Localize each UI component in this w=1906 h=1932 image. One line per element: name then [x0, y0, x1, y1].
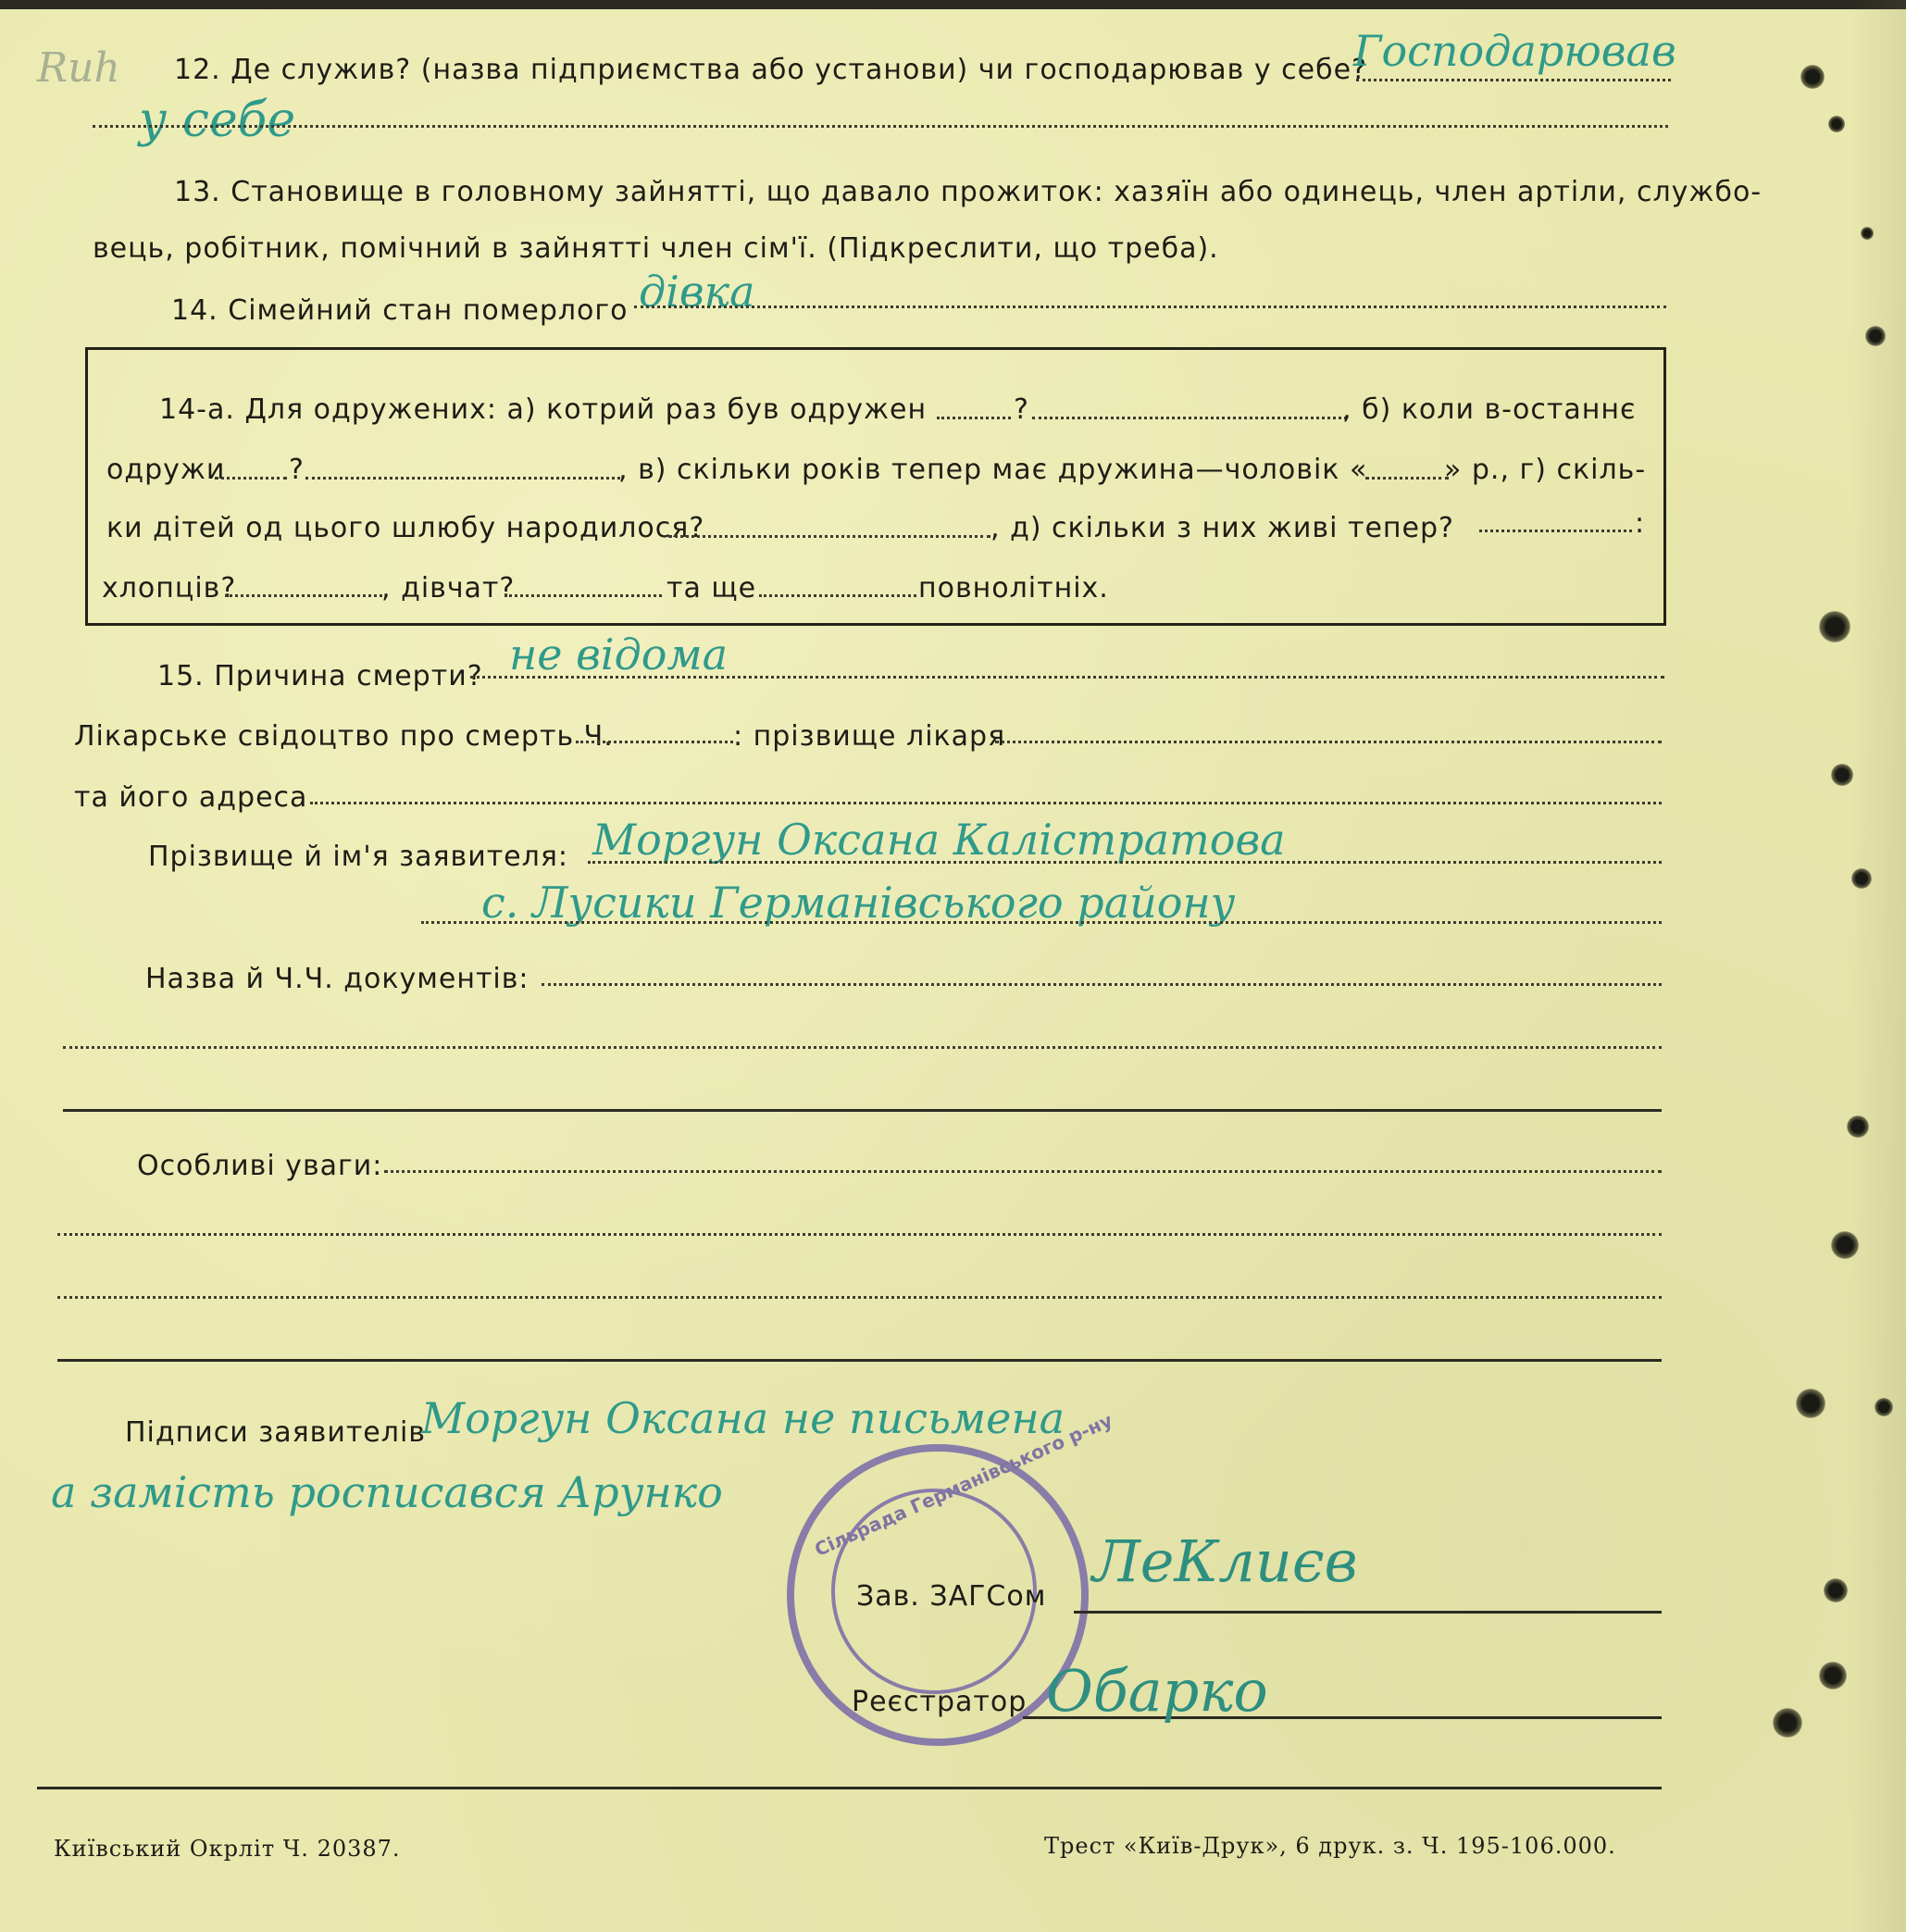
- q13-line1: 13. Становище в головному зайнятті, що давало прожиток: хазяїн або одинець, член артіли, службо-: [174, 176, 1763, 208]
- box-line3c: :: [1635, 507, 1646, 540]
- applicant-name-answer: Моргун Оксана Калістратова: [592, 815, 1286, 865]
- q15-label: 15. Причина смерти?: [157, 660, 483, 692]
- box-field-children-alive: [1479, 530, 1632, 532]
- binding-hole-icon: [1831, 764, 1853, 786]
- box-line2d: » р., г) скіль-: [1444, 454, 1647, 486]
- scan-right-edge: [1850, 0, 1906, 1932]
- binding-hole-icon: [1865, 326, 1886, 346]
- q12-answer-line: [1356, 79, 1671, 81]
- margin-note: Ruh: [37, 44, 120, 92]
- footer-right: Трест «Київ-Друк», 6 друк. з. Ч. 195-106.000.: [1044, 1833, 1616, 1859]
- q14-answer: дівка: [639, 267, 755, 317]
- applicant-address-field: [421, 921, 1662, 924]
- q14-answer-line: [634, 305, 1666, 308]
- q15-answer-line: [470, 676, 1664, 679]
- q12-answer: Господарював: [1353, 26, 1676, 76]
- married-info-box: [85, 347, 1666, 626]
- remarks-field: [384, 1170, 1662, 1173]
- signatures-answer-cont: а замість росписався Арунко: [51, 1467, 723, 1517]
- signatures-label: Підписи заявителів: [125, 1416, 426, 1449]
- box-line4b: , дівчат?: [381, 572, 516, 605]
- binding-hole-icon: [1819, 1662, 1847, 1689]
- remarks-label: Особливі уваги:: [137, 1150, 383, 1182]
- box-field-girls: [505, 594, 662, 597]
- stamp-text: Сільрада Германівського р-ну: [811, 1408, 1116, 1562]
- signatures-answer: Моргун Оксана не письмена: [421, 1393, 1065, 1443]
- registrar-label: Реєстратор: [852, 1686, 1028, 1718]
- section-divider: [57, 1359, 1662, 1362]
- box-field-marriage-count-2: [1032, 417, 1347, 419]
- box-line4a: хлопців?: [102, 572, 237, 605]
- head-signature: ЛеКлиєв: [1092, 1527, 1358, 1595]
- box-line2c: , в) скільки років тепер має дружина—чоловік «: [618, 454, 1368, 486]
- box-line2b: ?: [289, 454, 305, 486]
- documents-field-2: [63, 1046, 1662, 1049]
- applicant-address-answer: с. Лусики Германівського району: [481, 878, 1236, 928]
- footer-divider: [37, 1787, 1662, 1789]
- applicant-name-field: [588, 861, 1662, 864]
- box-field-marriage-count: [937, 417, 1011, 419]
- box-line2a: одружи: [106, 454, 226, 486]
- box-line1c: , б) коли в-останнє: [1342, 393, 1637, 426]
- binding-hole-icon: [1847, 1116, 1869, 1138]
- documents-field: [542, 983, 1662, 986]
- doctor-address-field: [310, 802, 1662, 804]
- remarks-field-2: [57, 1233, 1662, 1236]
- q13-line2: вець, робітник, помічний в зайнятті член сім'ї. (Підкреслити, що треба).: [93, 232, 1219, 265]
- binding-hole-icon: [1824, 1578, 1848, 1602]
- remarks-field-3: [57, 1296, 1662, 1299]
- binding-hole-icon: [1796, 1389, 1825, 1418]
- box-line4c: та ще: [666, 572, 757, 605]
- medical-cert-label: Лікарське свідоцтво про смерть Ч.: [74, 720, 614, 753]
- binding-hole-icon: [1875, 1398, 1893, 1416]
- box-line4d: повнолітніх.: [918, 572, 1109, 605]
- q12-answer-line-2: [93, 125, 1668, 128]
- binding-hole-icon: [1851, 868, 1872, 889]
- head-of-registry-label: Зав. ЗАГСом: [856, 1580, 1047, 1613]
- head-signature-line: [1074, 1611, 1662, 1614]
- doctor-address-label: та його адреса: [74, 781, 308, 814]
- box-field-last-marriage-2: [305, 477, 620, 480]
- binding-hole-icon: [1828, 116, 1845, 132]
- box-line3b: , д) скільки з них живі тепер?: [990, 512, 1454, 544]
- doctor-name-field: [995, 741, 1662, 743]
- box-field-boys: [225, 594, 382, 597]
- registrar-signature: Обарко: [1046, 1657, 1268, 1725]
- scan-top-edge: [0, 0, 1906, 9]
- box-field-adults: [759, 594, 916, 597]
- section-divider: [63, 1109, 1662, 1112]
- q14-label: 14. Сімейний стан померлого: [171, 294, 629, 327]
- q12-answer-cont: у себе: [139, 93, 296, 148]
- box-field-children-born: [668, 535, 990, 538]
- box-line1a: 14-а. Для одружених: а) котрий раз був одружен: [159, 393, 928, 426]
- box-field-last-marriage: [215, 477, 287, 480]
- medical-cert-number-field: [576, 741, 733, 743]
- binding-hole-icon: [1819, 611, 1850, 642]
- binding-hole-icon: [1773, 1708, 1802, 1738]
- applicant-name-label: Прізвище й ім'я заявителя:: [148, 841, 568, 873]
- documents-label: Назва й Ч.Ч. документів:: [145, 963, 529, 995]
- binding-hole-icon: [1831, 1231, 1859, 1259]
- box-line1b: ?: [1014, 393, 1029, 426]
- binding-hole-icon: [1861, 227, 1874, 240]
- footer-left: Київський Окрліт Ч. 20387.: [54, 1836, 401, 1862]
- q15-answer: не відома: [509, 629, 729, 679]
- q12-label: 12. Де служив? (назва підприємства або установи) чи господарював у себе?: [174, 54, 1367, 86]
- box-field-spouse-age: [1365, 477, 1449, 480]
- binding-hole-icon: [1800, 65, 1825, 89]
- doctor-name-label: : прізвище лікаря: [733, 720, 1006, 753]
- box-line3a: ки дітей од цього шлюбу народилося?: [106, 512, 705, 544]
